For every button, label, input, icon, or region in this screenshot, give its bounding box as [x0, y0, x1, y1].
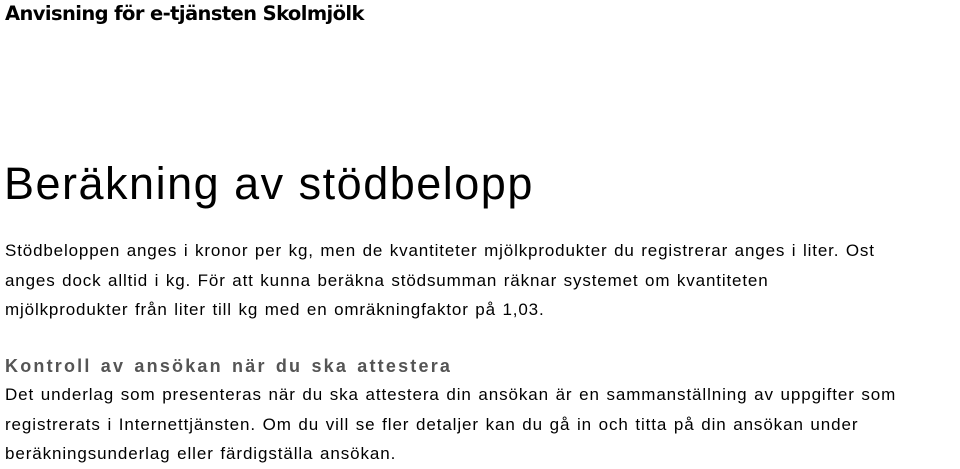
section-line: beräkningsunderlag eller färdigställa ansökan.	[5, 444, 397, 463]
intro-paragraph	[5, 236, 875, 325]
page-title: Beräkning av stödbelopp	[4, 158, 534, 209]
section-heading: Kontroll av ansökan när du ska attestera	[5, 356, 453, 376]
section-paragraph	[5, 380, 896, 469]
section-line: registrerats i Internettjänsten. Om du vill se fler detaljer kan du gå in och titta på din ansökan under	[5, 414, 859, 434]
intro-line: anges dock alltid i kg. För att kunna beräkna stödsumman räknar systemet om kvantiteten	[5, 270, 769, 290]
section-line: Det underlag som presenteras när du ska attestera din ansökan är en sammanställning av uppgifter som	[5, 385, 897, 404]
intro-line: mjölkprodukter från liter till kg med en omräkningfaktor på 1,03.	[5, 300, 545, 319]
intro-line: Stödbeloppen anges i kronor per kg, men de kvantiteter mjölkprodukter du registrerar anges i liter. Ost	[5, 241, 875, 260]
document-header-title: Anvisning för e-tjänsten Skolmjölk	[5, 2, 364, 25]
